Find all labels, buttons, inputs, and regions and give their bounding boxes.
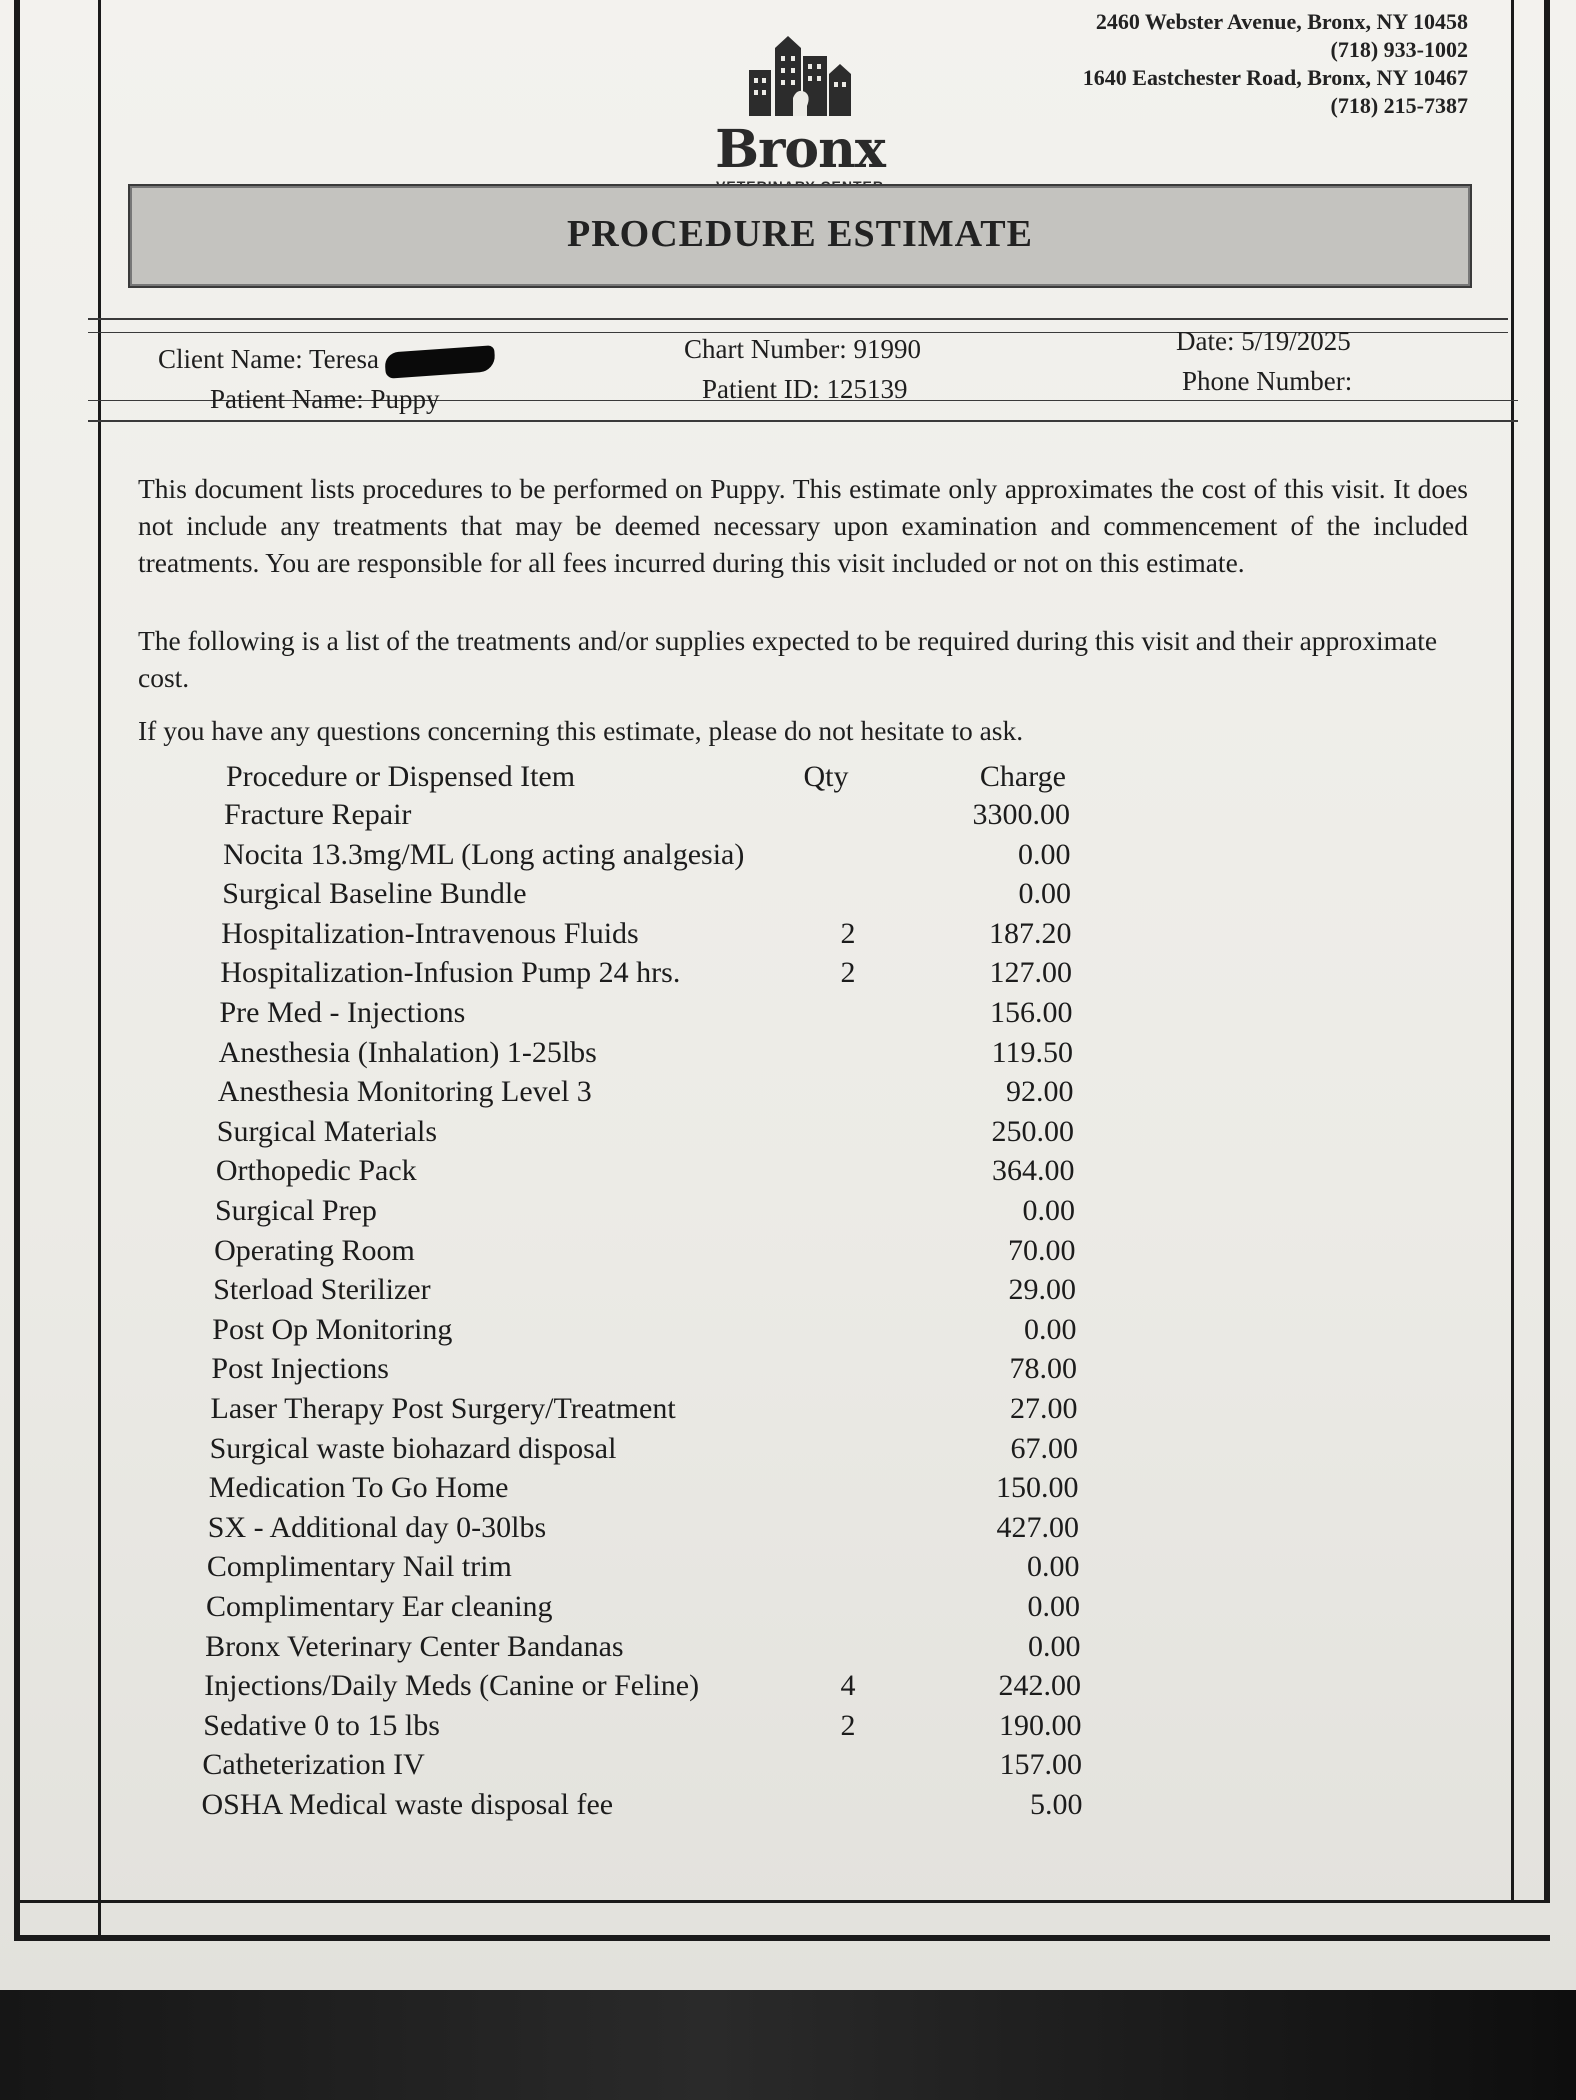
row-charge: 187.20 — [988, 916, 1072, 950]
logo-wordmark: Bronx — [715, 119, 885, 180]
row-item: Post Injections — [211, 1352, 389, 1386]
row-charge: 0.00 — [1027, 1629, 1081, 1663]
row-charge: 127.00 — [989, 956, 1072, 990]
row-item: Laser Therapy Post Surgery/Treatment — [210, 1392, 676, 1425]
client-name-text: Client Name: Teresa — [158, 344, 380, 374]
row-charge: 67.00 — [1010, 1431, 1078, 1465]
row-charge: 78.00 — [1009, 1352, 1077, 1386]
row-charge: 150.00 — [995, 1471, 1079, 1505]
row-item: Injections/Daily Meds (Canine or Feline) — [204, 1669, 700, 1703]
phone-line: (718) 933-1002 — [1330, 37, 1468, 62]
row-charge: 0.00 — [1017, 837, 1071, 871]
row-charge: 242.00 — [998, 1669, 1081, 1703]
row-item: Medication To Go Home — [208, 1471, 509, 1505]
clinic-logo — [700, 34, 900, 194]
header-charge: Charge — [979, 760, 1066, 793]
row-item: Catheterization IV — [202, 1748, 425, 1782]
client-name — [158, 344, 495, 375]
patient-id: Patient ID: 125139 — [702, 374, 908, 404]
list-intro-paragraph: The following is a list of the treatments and/or supplies expected to be required during this visit and their approximate cost. — [138, 625, 1438, 693]
questions-paragraph: If you have any questions concerning this estimate, please do not hesitate to ask. — [138, 715, 1024, 746]
patient-name: Patient Name: Puppy — [210, 384, 440, 414]
row-charge: 70.00 — [1007, 1233, 1076, 1267]
row-item: Surgical waste biohazard disposal — [209, 1431, 617, 1465]
page-border-bottom — [14, 1900, 1550, 1941]
page-border-right — [1511, 0, 1550, 1900]
row-item: Operating Room — [214, 1233, 415, 1267]
row-charge: 29.00 — [1008, 1273, 1076, 1307]
row-charge: 0.00 — [1027, 1590, 1080, 1623]
row-charge: 364.00 — [991, 1154, 1075, 1188]
row-charge: 92.00 — [1005, 1075, 1074, 1109]
redaction-mark — [384, 345, 496, 379]
row-item: Orthopedic Pack — [215, 1154, 417, 1188]
page-border-left — [14, 0, 101, 1938]
row-charge: 5.00 — [1030, 1788, 1083, 1821]
row-charge: 0.00 — [1022, 1194, 1075, 1227]
row-item: Hospitalization-Intravenous Fluids — [221, 916, 639, 950]
divider-bottom — [88, 420, 1518, 422]
row-item: SX - Additional day 0-30lbs — [207, 1510, 547, 1544]
row-item: Sterload Sterilizer — [213, 1273, 431, 1307]
row-qty: 2 — [840, 956, 856, 990]
header-qty: Qty — [803, 760, 849, 793]
row-qty: 4 — [840, 1669, 856, 1703]
row-item: Complimentary Ear cleaning — [206, 1590, 553, 1623]
row-item: OSHA Medical waste disposal fee — [201, 1788, 614, 1821]
phone-number: Phone Number: — [1182, 366, 1353, 396]
row-qty: 2 — [840, 1708, 856, 1742]
header-item: Procedure or Dispensed Item — [226, 760, 576, 793]
row-item: Nocita 13.3mg/ML (Long acting analgesia) — [223, 837, 745, 871]
row-item: Surgical Prep — [215, 1194, 377, 1227]
background-shadow — [0, 1990, 1576, 2100]
clinic-address-block — [1083, 8, 1468, 120]
row-item: Surgical Materials — [216, 1114, 438, 1148]
row-item: Post Op Monitoring — [212, 1312, 453, 1346]
row-item: Pre Med - Injections — [219, 996, 466, 1029]
disclaimer-paragraph: This document lists procedures to be performed on Puppy. This estimate only approximates the cost of this visit. It does not include any treatments that may be deemed necessary upon examination and commencement of the included treatments. You are responsible for all fees incurred during this visit included or not on this estimate. — [138, 473, 1468, 578]
row-charge: 3300.00 — [972, 798, 1070, 831]
row-charge: 156.00 — [990, 996, 1073, 1029]
row-item: Anesthesia (Inhalation) 1-25lbs — [218, 1035, 597, 1069]
row-item: Complimentary Nail trim — [206, 1550, 512, 1584]
date: Date: 5/19/2025 — [1176, 326, 1351, 356]
row-item: Anesthesia Monitoring Level 3 — [217, 1075, 592, 1109]
document-title: PROCEDURE ESTIMATE — [567, 213, 1033, 255]
row-item: Sedative 0 to 15 lbs — [203, 1708, 440, 1742]
row-charge: 427.00 — [996, 1510, 1079, 1544]
row-qty: 2 — [840, 916, 856, 950]
row-charge: 250.00 — [991, 1114, 1074, 1148]
row-charge: 119.50 — [991, 1035, 1073, 1069]
row-item: Fracture Repair — [224, 798, 412, 831]
row-charge: 27.00 — [1010, 1392, 1078, 1425]
title-banner — [128, 184, 1472, 288]
row-charge: 0.00 — [1026, 1550, 1080, 1584]
row-charge: 190.00 — [998, 1708, 1082, 1742]
row-item: Hospitalization-Infusion Pump 24 hrs. — [220, 956, 681, 990]
building-skyline-icon — [745, 34, 855, 122]
row-charge: 0.00 — [1023, 1312, 1077, 1346]
address-line: 2460 Webster Avenue, Bronx, NY 10458 — [1095, 9, 1468, 34]
row-item: Bronx Veterinary Center Bandanas — [205, 1629, 624, 1663]
phone-line: (718) 215-7387 — [1330, 93, 1468, 118]
row-charge: 157.00 — [999, 1748, 1082, 1782]
address-line: 1640 Eastchester Road, Bronx, NY 10467 — [1082, 65, 1468, 90]
row-charge: 0.00 — [1018, 877, 1071, 911]
row-item: Surgical Baseline Bundle — [222, 877, 527, 911]
divider-top — [88, 318, 1508, 320]
chart-number: Chart Number: 91990 — [684, 334, 921, 364]
